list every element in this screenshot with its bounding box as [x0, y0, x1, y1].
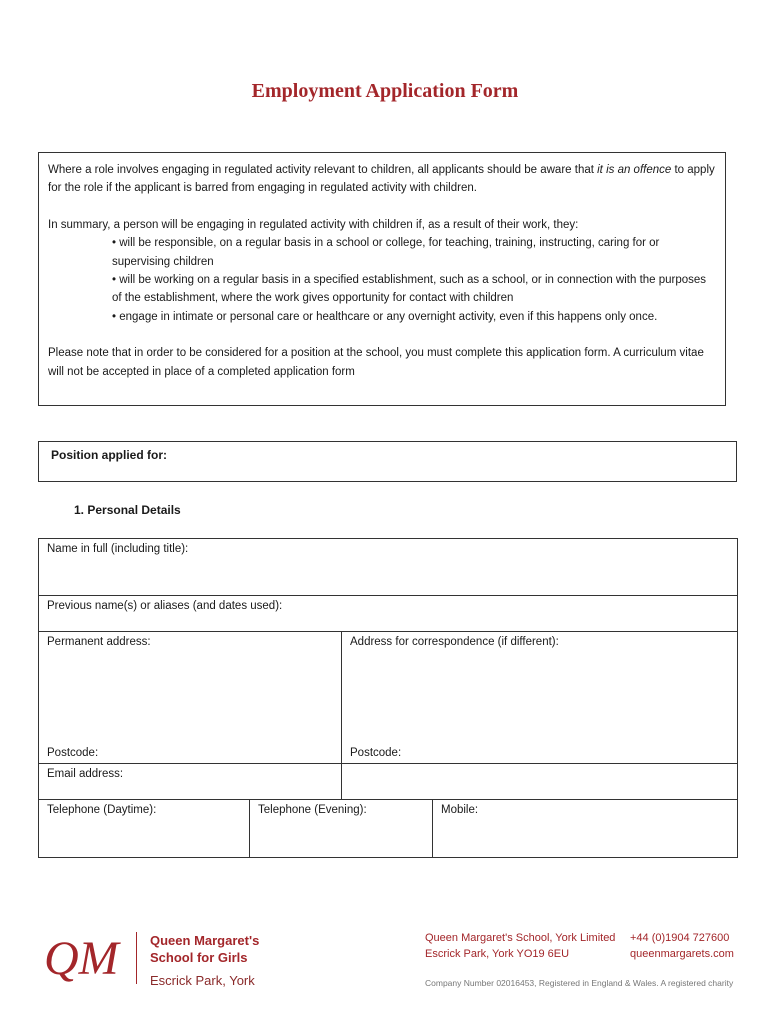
correspondence-postcode-label: Postcode: [350, 747, 402, 759]
previous-names-field[interactable]: Previous name(s) or aliases (and dates used): [39, 596, 738, 632]
personal-details-heading: 1. Personal Details [74, 503, 181, 517]
footer [0, 920, 770, 1000]
company-address: Queen Margaret's School, York Limited Escrick Park, York YO19 6EU [425, 932, 616, 960]
personal-details-table [38, 538, 738, 858]
notice-bullet-list [48, 234, 716, 326]
school-logo-icon [44, 928, 134, 990]
correspondence-address-field[interactable]: Address for correspondence (if different): Postcode: [342, 632, 738, 764]
notice-bullet: • engage in intimate or personal care or healthcare or any overnight activity, even if this happens only once. [112, 308, 716, 326]
email-extra-field[interactable] [342, 764, 738, 800]
website-link[interactable]: queenmargarets.com [630, 948, 734, 960]
email-field[interactable]: Email address: [39, 764, 342, 800]
notice-bullet: • will be responsible, on a regular basis in a school or college, for teaching, training, instructing, caring for or supervising children [112, 234, 716, 271]
contact-details [630, 930, 734, 962]
permanent-address-field[interactable]: Permanent address: Postcode: [39, 632, 342, 764]
position-applied-field[interactable] [38, 441, 737, 482]
page-title: Employment Application Form [251, 80, 519, 102]
phone-number: +44 (0)1904 727600 [630, 932, 730, 944]
footer-divider [136, 932, 137, 984]
school-place: Escrick Park, York [150, 973, 255, 988]
notice-paragraph-2: In summary, a person will be engaging in regulated activity with children if, as a result of their work, they: [48, 218, 579, 231]
telephone-daytime-field[interactable]: Telephone (Daytime): [39, 800, 250, 858]
registration-note: Company Number 02016453, Registered in England & Wales. A registered charity [425, 978, 734, 988]
full-name-field[interactable]: Name in full (including title): [39, 539, 738, 596]
position-applied-label: Position applied for: [51, 448, 167, 462]
notice-paragraph-3: Please note that in order to be considered for a position at the school, you must complete this application form. A curriculum vitae will not be accepted in place of a completed application form [48, 347, 704, 378]
notice-bullet: • will be working on a regular basis in a specified establishment, such as a school, or in connection with the purposes of the establishment, where the work gives opportunity for contact with children [112, 271, 716, 308]
logo-monogram: QM [44, 932, 119, 985]
telephone-evening-field[interactable]: Telephone (Evening): [250, 800, 433, 858]
school-name: Queen Margaret's School for Girls [150, 933, 260, 965]
regulated-activity-notice [38, 152, 726, 406]
notice-paragraph-1: Where a role involves engaging in regulated activity relevant to children, all applicants should be aware that it is an offence to apply for the role if the applicant is barred from engaging in regulated activity with children. [48, 164, 715, 195]
permanent-postcode-label: Postcode: [47, 747, 99, 759]
mobile-field[interactable]: Mobile: [433, 800, 738, 858]
